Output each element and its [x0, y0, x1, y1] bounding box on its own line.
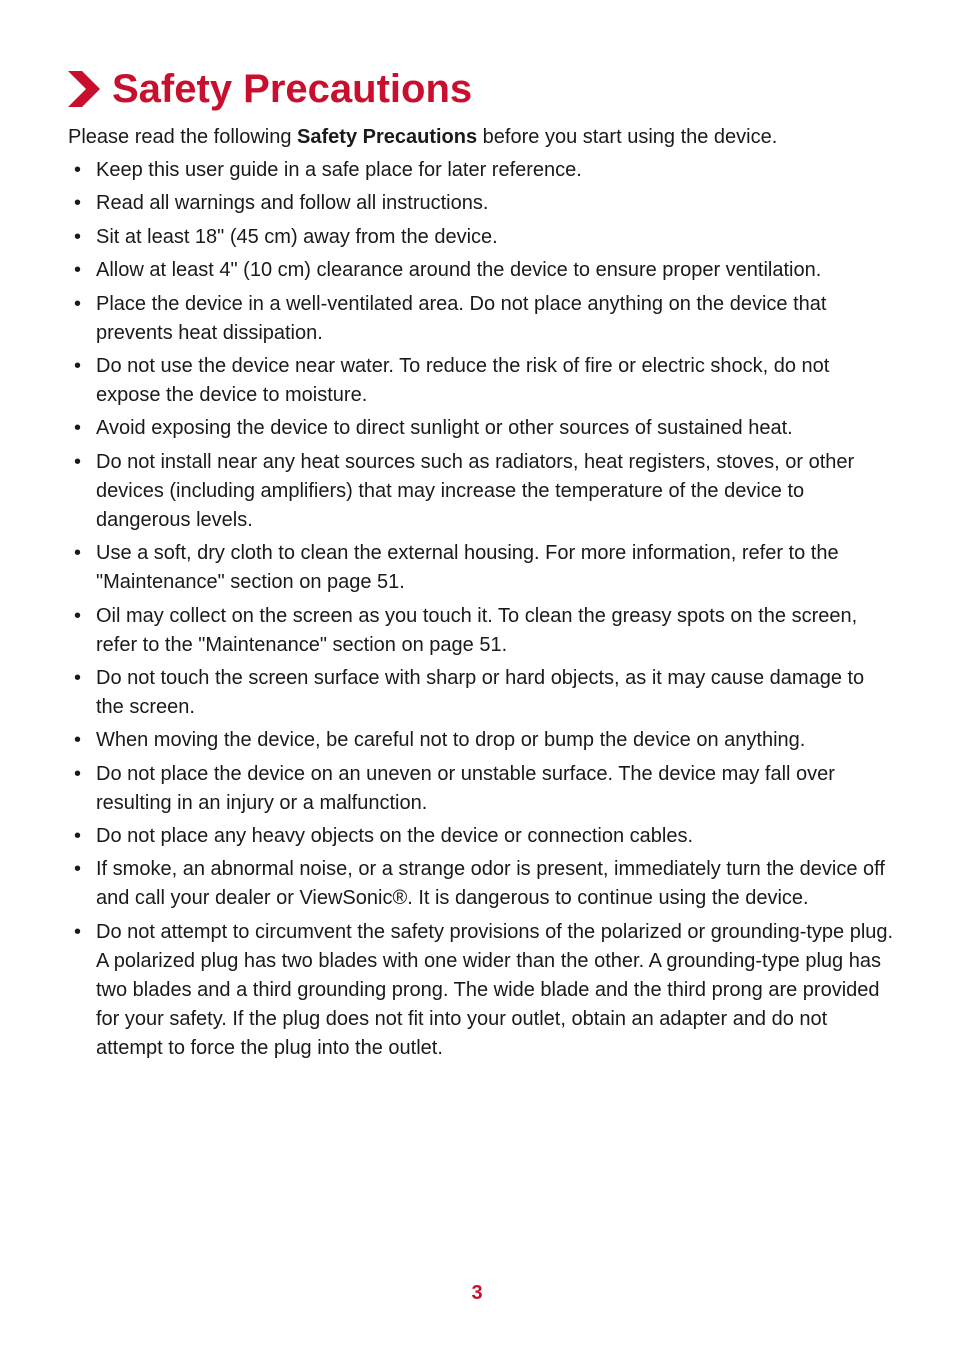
bullet-dot-icon: • — [74, 159, 82, 181]
bullet-dot-icon: • — [74, 192, 82, 215]
bullet-dot-icon: • — [74, 417, 82, 440]
intro-text-after: before you start using the device. — [477, 126, 778, 148]
list-item-text: When moving the device, be careful not to drop or bump the device on anything. — [96, 729, 806, 752]
list-item-text: Keep this user guide in a safe place for later reference. — [96, 159, 582, 181]
bullet-dot-icon: • — [74, 920, 82, 943]
section-heading — [66, 62, 472, 116]
chevron-right-icon — [66, 69, 102, 109]
list-item-text: Sit at least 18" (45 cm) away from the device. — [96, 225, 498, 248]
intro-bold-text: Safety Precautions — [297, 126, 478, 148]
bullet-dot-icon: • — [74, 858, 82, 881]
list-item-text: Oil may collect on the screen as you touch it. To clean the greasy spots on the screen, refer to the "Maintenance" section on page 51. — [96, 604, 858, 656]
list-item — [74, 448, 894, 535]
list-item-text: Do not attempt to circumvent the safety provisions of the polarized or grounding-type plug. A polarized plug has two blades with one wider than the other. A grounding-type plug has two blades and a third grounding prong. The wide blade and the third prong are provided for your safety. If the plug does not fit into your outlet, obtain an adapter and do not attempt to force the plug into the outlet. — [96, 920, 894, 1059]
page-number: 3 — [471, 1282, 483, 1304]
list-item — [74, 223, 894, 252]
list-item — [74, 256, 894, 285]
list-item-text: Place the device in a well-ventilated area. Do not place anything on the device that prevents heat dissipation. — [96, 292, 827, 344]
list-item — [74, 290, 894, 348]
list-item-text: Do not touch the screen surface with sharp or hard objects, as it may cause damage to the screen. — [96, 666, 865, 718]
safety-bullet-list — [74, 156, 894, 1067]
list-item — [74, 760, 894, 818]
list-item-text: Do not place the device on an uneven or unstable surface. The device may fall over resulting in an injury or a malfunction. — [96, 762, 835, 814]
intro-text-before: Please read the following — [68, 126, 298, 148]
bullet-dot-icon: • — [74, 729, 82, 752]
list-item-text: Do not install near any heat sources such as radiators, heat registers, stoves, or other devices (including amplifiers) that may increase the temperature of the device to dangerous levels. — [96, 450, 855, 531]
bullet-dot-icon: • — [74, 666, 82, 689]
list-item-text: If smoke, an abnormal noise, or a strange odor is present, immediately turn the device off and call your dealer or ViewSonic®. It is dangerous to continue using the device. — [96, 858, 885, 910]
intro-paragraph — [68, 122, 777, 152]
list-item — [74, 414, 894, 443]
bullet-dot-icon: • — [74, 542, 82, 565]
list-item — [74, 352, 894, 410]
list-item-text: Allow at least 4" (10 cm) clearance around the device to ensure proper ventilation. — [96, 259, 822, 282]
bullet-dot-icon: • — [74, 825, 82, 848]
list-item-text: Use a soft, dry cloth to clean the external housing. For more information, refer to the "Maintenance" section on page 51. — [96, 542, 839, 594]
page-title: Safety Precautions — [112, 67, 473, 111]
list-item-text: Avoid exposing the device to direct sunlight or other sources of sustained heat. — [96, 417, 793, 440]
bullet-dot-icon: • — [74, 292, 82, 315]
list-item-text: Do not use the device near water. To reduce the risk of fire or electric shock, do not expose the device to moisture. — [96, 354, 830, 406]
bullet-dot-icon: • — [74, 354, 82, 377]
bullet-dot-icon: • — [74, 450, 82, 473]
list-item — [74, 539, 894, 597]
list-item — [74, 855, 894, 913]
list-item-text: Do not place any heavy objects on the device or connection cables. — [96, 825, 694, 848]
list-item-text: Read all warnings and follow all instructions. — [96, 192, 489, 215]
list-item — [74, 602, 894, 660]
list-item — [74, 156, 894, 185]
list-item — [74, 822, 894, 851]
list-item — [74, 726, 894, 755]
bullet-dot-icon: • — [74, 604, 82, 627]
list-item — [74, 918, 894, 1063]
bullet-dot-icon: • — [74, 225, 82, 248]
bullet-dot-icon: • — [74, 259, 82, 282]
bullet-dot-icon: • — [74, 762, 82, 785]
list-item — [74, 189, 894, 218]
list-item — [74, 664, 894, 722]
